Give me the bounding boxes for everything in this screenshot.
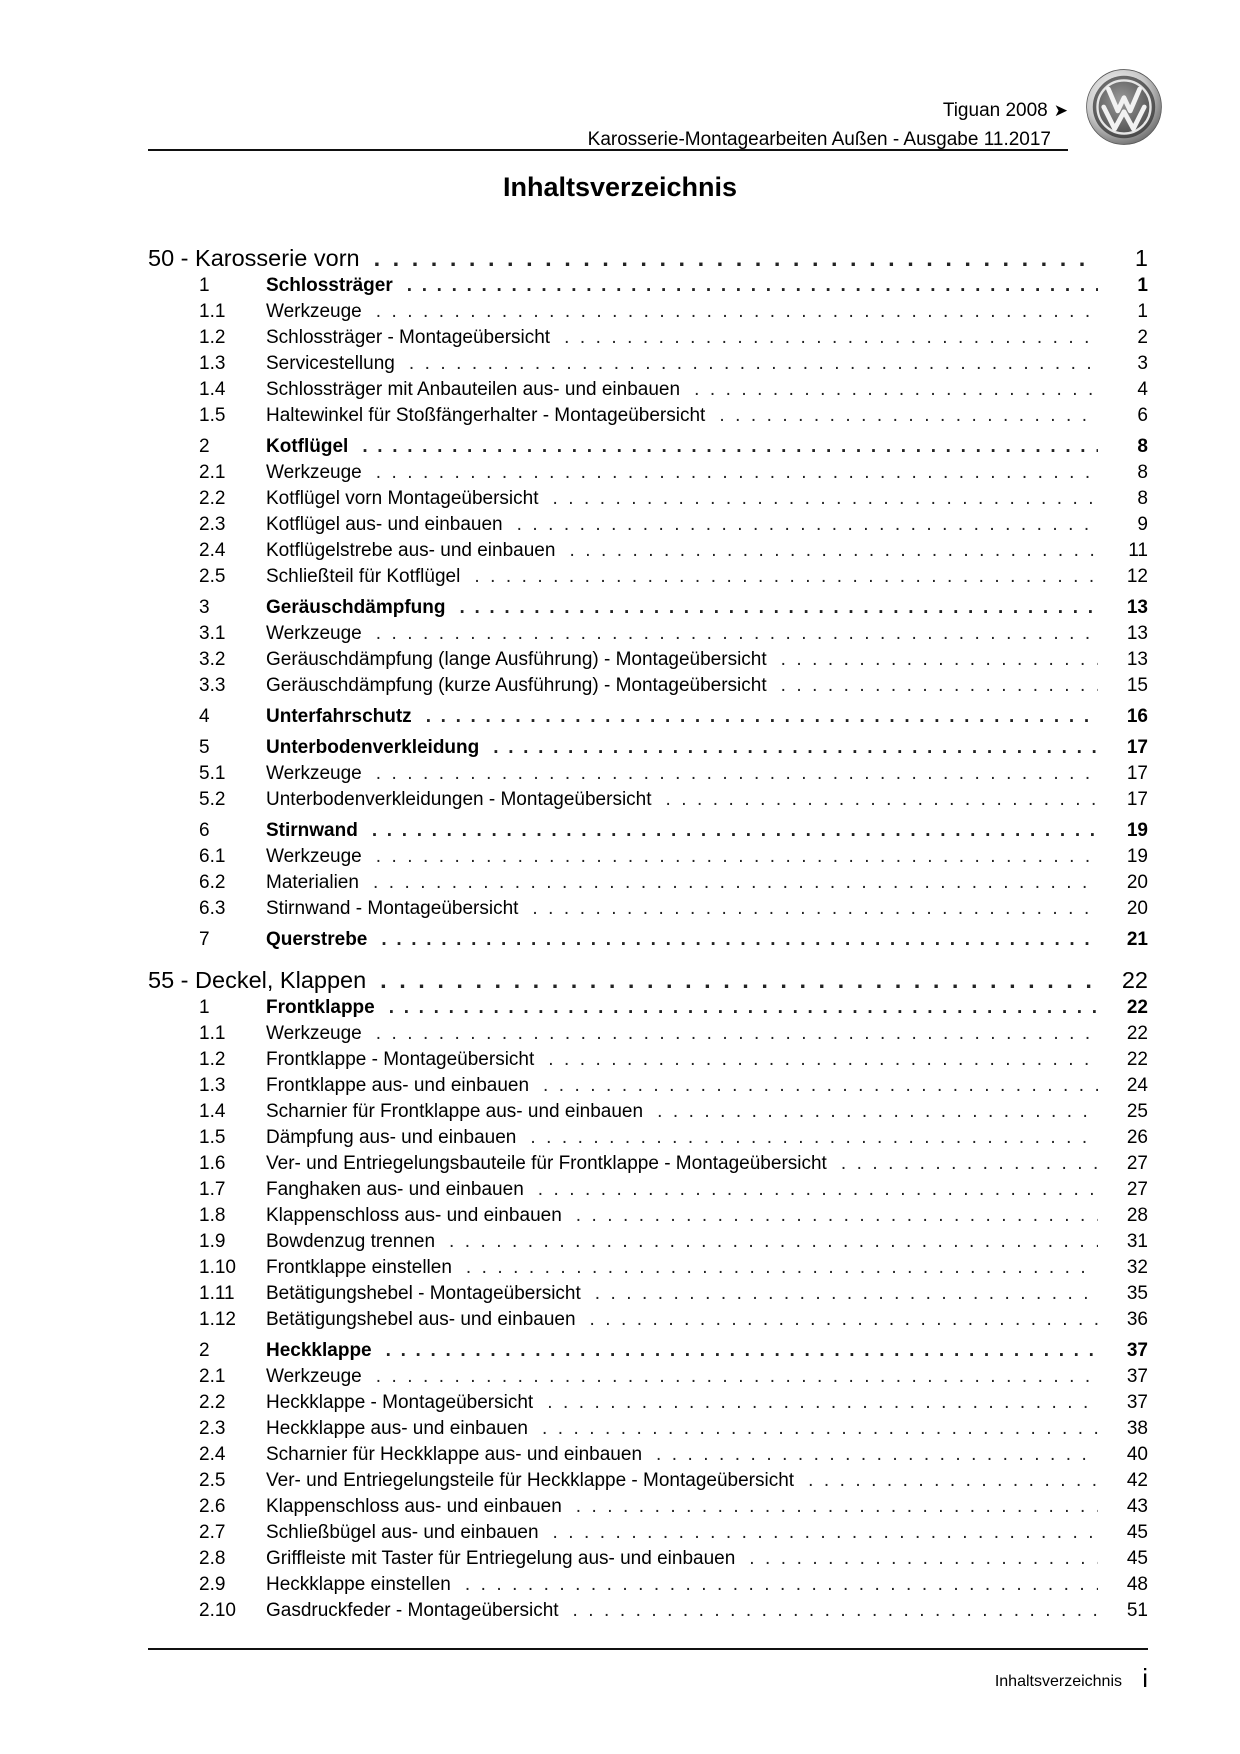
- toc-entry-title: Heckklappe einstellen: [266, 1574, 451, 1595]
- toc-dot-leader: [517, 512, 1098, 538]
- toc-sub-row[interactable]: [148, 1151, 1148, 1177]
- toc-sub-row[interactable]: [148, 299, 1148, 325]
- toc-dot-leader: [426, 704, 1098, 730]
- toc-dot-leader: [530, 1125, 1098, 1151]
- toc-dot-leader: [576, 1494, 1098, 1520]
- toc-sub-row[interactable]: [148, 1307, 1148, 1333]
- toc-chapter-row[interactable]: [148, 243, 1148, 273]
- toc-sub-row[interactable]: [148, 647, 1148, 673]
- toc-entry-number: 7: [199, 929, 210, 950]
- toc-entry-number: 2.2: [199, 1392, 226, 1413]
- toc-sub-row[interactable]: [148, 351, 1148, 377]
- toc-sub-row[interactable]: [148, 870, 1148, 896]
- toc-entry-title: Frontklappe - Montageübersicht: [266, 1049, 535, 1070]
- toc-sub-row[interactable]: [148, 486, 1148, 512]
- toc-entry-page: 4: [1137, 379, 1148, 400]
- footer-label: Inhaltsverzeichnis: [994, 1673, 1122, 1690]
- toc-entry-number: 2.10: [199, 1600, 236, 1621]
- toc-entry-number: 1: [199, 997, 210, 1018]
- toc-dot-leader: [493, 735, 1098, 761]
- toc-dot-leader: [372, 818, 1098, 844]
- toc-entry-title: Unterfahrschutz: [266, 706, 412, 727]
- toc-entry-title: Querstrebe: [266, 929, 368, 950]
- toc-entry-title: Kotflügelstrebe aus- und einbauen: [266, 540, 556, 561]
- toc-entry-page: 32: [1126, 1257, 1148, 1278]
- toc-sub-row[interactable]: [148, 1125, 1148, 1151]
- toc-entry-title: Heckklappe: [266, 1340, 372, 1361]
- toc-entry-title: Heckklappe - Montageübersicht: [266, 1392, 534, 1413]
- toc-dot-leader: [553, 1520, 1098, 1546]
- toc-entry-title: Materialien: [266, 872, 359, 893]
- toc-entry-page: 13: [1126, 649, 1148, 670]
- toc-entry-title: Heckklappe aus- und einbauen: [266, 1418, 528, 1439]
- toc-entry-number: 55 -: [148, 967, 189, 993]
- toc-entry-title: Klappenschloss aus- und einbauen: [266, 1496, 562, 1517]
- toc-entry-title: Werkzeuge: [266, 846, 362, 867]
- toc-dot-leader: [459, 595, 1098, 621]
- toc-sub-row[interactable]: [148, 1229, 1148, 1255]
- toc-dot-leader: [466, 1255, 1098, 1281]
- toc-entry-number: 4: [199, 706, 210, 727]
- toc-sub-row[interactable]: [148, 1572, 1148, 1598]
- toc-entry-page: 16: [1126, 706, 1148, 727]
- toc-entry-page: 42: [1126, 1470, 1148, 1491]
- toc-entry-page: 45: [1126, 1548, 1148, 1569]
- vw-logo-icon: [1085, 68, 1163, 146]
- toc-entry-page: 11: [1128, 540, 1148, 561]
- toc-entry-title: Kotflügel aus- und einbauen: [266, 514, 503, 535]
- toc-sub-row[interactable]: [148, 1203, 1148, 1229]
- toc-entry-number: 2.7: [199, 1522, 226, 1543]
- toc-entry-title: Stirnwand - Montageübersicht: [266, 898, 519, 919]
- toc-entry-page: 8: [1137, 488, 1148, 509]
- toc-entry-page: 24: [1126, 1075, 1148, 1096]
- toc-entry-number: 2.2: [199, 488, 226, 509]
- toc-entry-number: 1.10: [199, 1257, 236, 1278]
- toc-dot-leader: [376, 844, 1098, 870]
- toc-entry-page: 38: [1126, 1418, 1148, 1439]
- toc-dot-leader: [548, 1047, 1098, 1073]
- toc-dot-leader: [449, 1229, 1098, 1255]
- toc-entry-page: 27: [1126, 1153, 1148, 1174]
- toc-entry-title: Frontklappe: [266, 997, 375, 1018]
- toc-entry-page: 17: [1126, 789, 1148, 810]
- toc-entry-title: Schlossträger mit Anbauteilen aus- und einbauen: [266, 379, 681, 400]
- toc-section-row[interactable]: [148, 273, 1148, 299]
- toc-sub-row[interactable]: [148, 1468, 1148, 1494]
- toc-entry-page: 13: [1126, 623, 1148, 644]
- toc-entry-number: 1.3: [199, 353, 226, 374]
- toc-dot-leader: [376, 621, 1098, 647]
- toc-entry-number: 1.5: [199, 405, 226, 426]
- toc-entry-number: 2.5: [199, 566, 226, 587]
- toc-sub-row[interactable]: [148, 1598, 1148, 1624]
- toc-entry-title: Kotflügel: [266, 436, 349, 457]
- toc-entry-title: Bowdenzug trennen: [266, 1231, 436, 1252]
- toc-sub-row[interactable]: [148, 1520, 1148, 1546]
- toc-section-row[interactable]: [148, 434, 1148, 460]
- toc-entry-title: Scharnier für Heckklappe aus- und einbauen: [266, 1444, 643, 1465]
- toc-entry-page: 22: [1126, 1049, 1148, 1070]
- toc-entry-page: 22: [1126, 997, 1148, 1018]
- toc-entry-title: Klappenschloss aus- und einbauen: [266, 1205, 562, 1226]
- toc-entry-title: Frontklappe aus- und einbauen: [266, 1075, 530, 1096]
- page-header: [148, 86, 1068, 152]
- toc-entry-page: 45: [1126, 1522, 1148, 1543]
- toc-section-row[interactable]: [148, 704, 1148, 730]
- toc-sub-row[interactable]: [148, 673, 1148, 699]
- toc-entry-number: 1.11: [199, 1283, 235, 1304]
- toc-section-row[interactable]: [148, 735, 1148, 761]
- toc-entry-page: 37: [1126, 1340, 1148, 1361]
- toc-dot-leader: [576, 1203, 1098, 1229]
- toc-dot-leader: [362, 434, 1098, 460]
- toc-section-row[interactable]: [148, 818, 1148, 844]
- toc-dot-leader: [376, 299, 1098, 325]
- toc-entry-title: Griffleiste mit Taster für Entriegelung aus- und einbauen: [266, 1548, 736, 1569]
- toc-entry-number: 2.8: [199, 1548, 226, 1569]
- toc-entry-title: Scharnier für Frontklappe aus- und einbauen: [266, 1101, 644, 1122]
- toc-entry-page: 13: [1126, 597, 1148, 618]
- toc-sub-row[interactable]: [148, 1021, 1148, 1047]
- toc-entry-page: 37: [1126, 1392, 1148, 1413]
- toc-entry-page: 22: [1121, 967, 1148, 993]
- toc-entry-number: 2.9: [199, 1574, 226, 1595]
- toc-entry-title: Ver- und Entriegelungsteile für Heckklappe - Montageübersicht: [266, 1470, 795, 1491]
- toc-dot-leader: [474, 564, 1098, 590]
- toc-entry-number: 2.1: [199, 1366, 226, 1387]
- toc-entry-number: 1.2: [199, 327, 226, 348]
- toc-entry-page: 40: [1126, 1444, 1148, 1465]
- toc-sub-row[interactable]: [148, 377, 1148, 403]
- toc-entry-number: 1.4: [199, 1101, 226, 1122]
- toc-entry-title: Werkzeuge: [266, 301, 362, 322]
- toc-sub-row[interactable]: [148, 1442, 1148, 1468]
- toc-entry-title: Gasdruckfeder - Montageübersicht: [266, 1600, 559, 1621]
- toc-sub-row[interactable]: [148, 896, 1148, 922]
- toc-sub-row[interactable]: [148, 844, 1148, 870]
- toc-dot-leader: [808, 1468, 1098, 1494]
- toc-entry-title: Betätigungshebel - Montageübersicht: [266, 1283, 581, 1304]
- toc-section-row[interactable]: [148, 595, 1148, 621]
- toc-sub-row[interactable]: [148, 761, 1148, 787]
- toc-entry-title: Unterbodenverkleidungen - Montageübersicht: [266, 789, 652, 810]
- toc-chapter-row[interactable]: [148, 965, 1148, 995]
- toc-dot-leader: [666, 787, 1098, 813]
- toc-dot-leader: [381, 927, 1098, 953]
- header-rule: [148, 149, 1068, 151]
- toc-entry-number: 2.1: [199, 462, 226, 483]
- toc-sub-row[interactable]: [148, 621, 1148, 647]
- next-arrow-icon: ➤: [1053, 101, 1068, 120]
- toc-section-row[interactable]: [148, 995, 1148, 1021]
- toc-dot-leader: [781, 673, 1098, 699]
- toc-sub-row[interactable]: [148, 1177, 1148, 1203]
- toc-entry-number: 5.1: [199, 763, 226, 784]
- toc-entry-page: 31: [1126, 1231, 1148, 1252]
- toc-dot-leader: [409, 351, 1098, 377]
- toc-entry-page: 25: [1126, 1101, 1148, 1122]
- toc-dot-leader: [569, 538, 1098, 564]
- footer-page-number: i: [1142, 1663, 1148, 1693]
- toc-entry-title: Werkzeuge: [266, 623, 362, 644]
- toc-entry-page: 17: [1126, 737, 1148, 758]
- toc-sub-row[interactable]: [148, 1390, 1148, 1416]
- toc-sub-row[interactable]: [148, 1099, 1148, 1125]
- toc-dot-leader: [781, 647, 1098, 673]
- toc-entry-title: Betätigungshebel aus- und einbauen: [266, 1309, 576, 1330]
- toc-dot-leader: [376, 460, 1098, 486]
- toc-sub-row[interactable]: [148, 512, 1148, 538]
- toc-entry-title: Stirnwand: [266, 820, 358, 841]
- toc-entry-number: 2: [199, 1340, 210, 1361]
- toc-entry-title: Servicestellung: [266, 353, 395, 374]
- toc-entry-title: Werkzeuge: [266, 1366, 362, 1387]
- toc-entry-number: 6.3: [199, 898, 226, 919]
- toc-entry-number: 1.5: [199, 1127, 226, 1148]
- toc-entry-number: 2.3: [199, 1418, 226, 1439]
- toc-entry-title: Schlossträger: [266, 275, 393, 296]
- toc-dot-leader: [538, 1177, 1098, 1203]
- toc-entry-number: 3: [199, 597, 210, 618]
- toc-entry-number: 1: [199, 275, 210, 296]
- toc-sub-row[interactable]: [148, 1255, 1148, 1281]
- toc-entry-title: Werkzeuge: [266, 763, 362, 784]
- toc-gap: [148, 953, 1148, 965]
- toc-dot-leader: [573, 1598, 1098, 1624]
- toc-entry-page: 17: [1126, 763, 1148, 784]
- toc-entry-page: 6: [1137, 405, 1148, 426]
- toc-entry-page: 1: [1137, 275, 1148, 296]
- toc-entry-page: 28: [1126, 1205, 1148, 1226]
- toc-dot-leader: [542, 1416, 1098, 1442]
- toc-entry-page: 19: [1126, 846, 1148, 867]
- toc-dot-leader: [543, 1073, 1098, 1099]
- toc-section-row[interactable]: [148, 927, 1148, 953]
- toc-entry-number: 3.1: [199, 623, 226, 644]
- toc-dot-leader: [374, 243, 1098, 273]
- toc-dot-leader: [749, 1546, 1098, 1572]
- toc-entry-title: Kotflügel vorn Montageübersicht: [266, 488, 539, 509]
- toc-dot-leader: [465, 1572, 1098, 1598]
- toc-entry-page: 12: [1126, 566, 1148, 587]
- toc-entry-page: 15: [1126, 675, 1148, 696]
- header-model-text: Tiguan 2008: [942, 100, 1048, 121]
- toc-dot-leader: [373, 870, 1098, 896]
- toc-entry-page: 1: [1137, 301, 1148, 322]
- toc-entry-page: 22: [1126, 1023, 1148, 1044]
- toc-entry-page: 48: [1126, 1574, 1148, 1595]
- toc-entry-number: 5.2: [199, 789, 226, 810]
- toc-entry-number: 3.3: [199, 675, 226, 696]
- header-subtitle: Karosserie-Montagearbeiten Außen - Ausgabe 11.2017: [587, 129, 1051, 150]
- toc-entry-number: 1.12: [199, 1309, 236, 1330]
- toc-dot-leader: [547, 1390, 1098, 1416]
- toc-entry-title: Geräuschdämpfung: [266, 597, 446, 618]
- toc-dot-leader: [376, 1364, 1098, 1390]
- toc-entry-title: Haltewinkel für Stoßfängerhalter - Montageübersicht: [266, 405, 706, 426]
- toc-dot-leader: [595, 1281, 1098, 1307]
- toc-sub-row[interactable]: [148, 460, 1148, 486]
- toc-dot-leader: [656, 1442, 1098, 1468]
- toc-sub-row[interactable]: [148, 1494, 1148, 1520]
- toc-dot-leader: [590, 1307, 1098, 1333]
- toc-entry-title: Schlossträger - Montageübersicht: [266, 327, 551, 348]
- toc-entry-number: 2.4: [199, 540, 226, 561]
- toc-entry-page: 27: [1126, 1179, 1148, 1200]
- toc-dot-leader: [389, 995, 1098, 1021]
- toc-entry-number: 1.6: [199, 1153, 226, 1174]
- toc-dot-leader: [564, 325, 1098, 351]
- toc-entry-title: Fanghaken aus- und einbauen: [266, 1179, 524, 1200]
- toc-entry-number: 1.4: [199, 379, 226, 400]
- toc-entry-number: 6.2: [199, 872, 226, 893]
- toc-dot-leader: [694, 377, 1098, 403]
- toc-entry-number: 1.1: [199, 1023, 226, 1044]
- toc-entry-number: 1.7: [199, 1179, 226, 1200]
- toc-entry-number: 2.6: [199, 1496, 226, 1517]
- page-title: Inhaltsverzeichnis: [502, 172, 738, 202]
- toc-entry-number: 50 -: [148, 245, 189, 271]
- toc-dot-leader: [719, 403, 1098, 429]
- toc-sub-row[interactable]: [148, 325, 1148, 351]
- toc-sub-row[interactable]: [148, 1073, 1148, 1099]
- footer-rule: [148, 1648, 1148, 1650]
- toc-entry-number: 5: [199, 737, 210, 758]
- toc-entry-title: Schließteil für Kotflügel: [266, 566, 461, 587]
- toc-entry-number: 1.8: [199, 1205, 226, 1226]
- toc-dot-leader: [657, 1099, 1098, 1125]
- toc-entry-page: 20: [1126, 898, 1148, 919]
- toc-entry-number: 1.1: [199, 301, 226, 322]
- toc-entry-number: 6: [199, 820, 210, 841]
- toc-entry-title: Frontklappe einstellen: [266, 1257, 452, 1278]
- toc-sub-row[interactable]: [148, 403, 1148, 429]
- toc-entry-title: Ver- und Entriegelungsbauteile für Frontklappe - Montageübersicht: [266, 1153, 827, 1174]
- toc-entry-number: 2: [199, 436, 210, 457]
- toc-entry-page: 8: [1137, 462, 1148, 483]
- toc-entry-title: Geräuschdämpfung (kurze Ausführung) - Montageübersicht: [266, 675, 767, 696]
- toc-dot-leader: [386, 1338, 1098, 1364]
- toc-sub-row[interactable]: [148, 1416, 1148, 1442]
- toc-entry-title: Karosserie vorn: [195, 245, 360, 271]
- toc-entry-title: Deckel, Klappen: [195, 967, 367, 993]
- toc-entry-page: 1: [1134, 245, 1148, 271]
- toc-dot-leader: [376, 761, 1098, 787]
- toc-entry-title: Werkzeuge: [266, 462, 362, 483]
- toc-sub-row[interactable]: [148, 1364, 1148, 1390]
- toc-entry-number: 3.2: [199, 649, 226, 670]
- toc-entry-page: 51: [1126, 1600, 1148, 1621]
- toc-dot-leader: [553, 486, 1099, 512]
- toc-dot-leader: [380, 965, 1098, 995]
- toc-entry-title: Werkzeuge: [266, 1023, 362, 1044]
- toc-entry-title: Unterbodenverkleidung: [266, 737, 480, 758]
- toc-section-row[interactable]: [148, 1338, 1148, 1364]
- toc-entry-page: 3: [1137, 353, 1148, 374]
- toc-entry-title: Geräuschdämpfung (lange Ausführung) - Montageübersicht: [266, 649, 767, 670]
- toc-entry-number: 1.9: [199, 1231, 226, 1252]
- toc-entry-page: 19: [1126, 820, 1148, 841]
- toc-entry-number: 1.2: [199, 1049, 226, 1070]
- toc-sub-row[interactable]: [148, 1546, 1148, 1572]
- toc-entry-title: Dämpfung aus- und einbauen: [266, 1127, 517, 1148]
- toc-entry-title: Schließbügel aus- und einbauen: [266, 1522, 539, 1543]
- toc-entry-page: 2: [1137, 327, 1148, 348]
- toc-sub-row[interactable]: [148, 564, 1148, 590]
- toc-entry-page: 36: [1126, 1309, 1148, 1330]
- toc-entry-page: 35: [1126, 1283, 1148, 1304]
- toc-sub-row[interactable]: [148, 1047, 1148, 1073]
- header-model: [943, 100, 1068, 122]
- toc-entry-number: 2.3: [199, 514, 226, 535]
- toc-entry-page: 20: [1126, 872, 1148, 893]
- toc-dot-leader: [532, 896, 1098, 922]
- toc-dot-leader: [841, 1151, 1098, 1177]
- toc-entry-number: 1.3: [199, 1075, 226, 1096]
- table-of-contents: [148, 243, 1148, 1624]
- toc-sub-row[interactable]: [148, 538, 1148, 564]
- toc-sub-row[interactable]: [148, 787, 1148, 813]
- toc-entry-page: 26: [1126, 1127, 1148, 1148]
- toc-dot-leader: [407, 273, 1098, 299]
- toc-entry-number: 6.1: [199, 846, 226, 867]
- toc-dot-leader: [376, 1021, 1098, 1047]
- toc-entry-page: 9: [1137, 514, 1148, 535]
- toc-entry-page: 21: [1126, 929, 1148, 950]
- toc-entry-number: 2.5: [199, 1470, 226, 1491]
- toc-entry-page: 43: [1126, 1496, 1148, 1517]
- toc-entry-number: 2.4: [199, 1444, 226, 1465]
- toc-entry-page: 37: [1126, 1366, 1148, 1387]
- toc-sub-row[interactable]: [148, 1281, 1148, 1307]
- toc-entry-page: 8: [1137, 436, 1148, 457]
